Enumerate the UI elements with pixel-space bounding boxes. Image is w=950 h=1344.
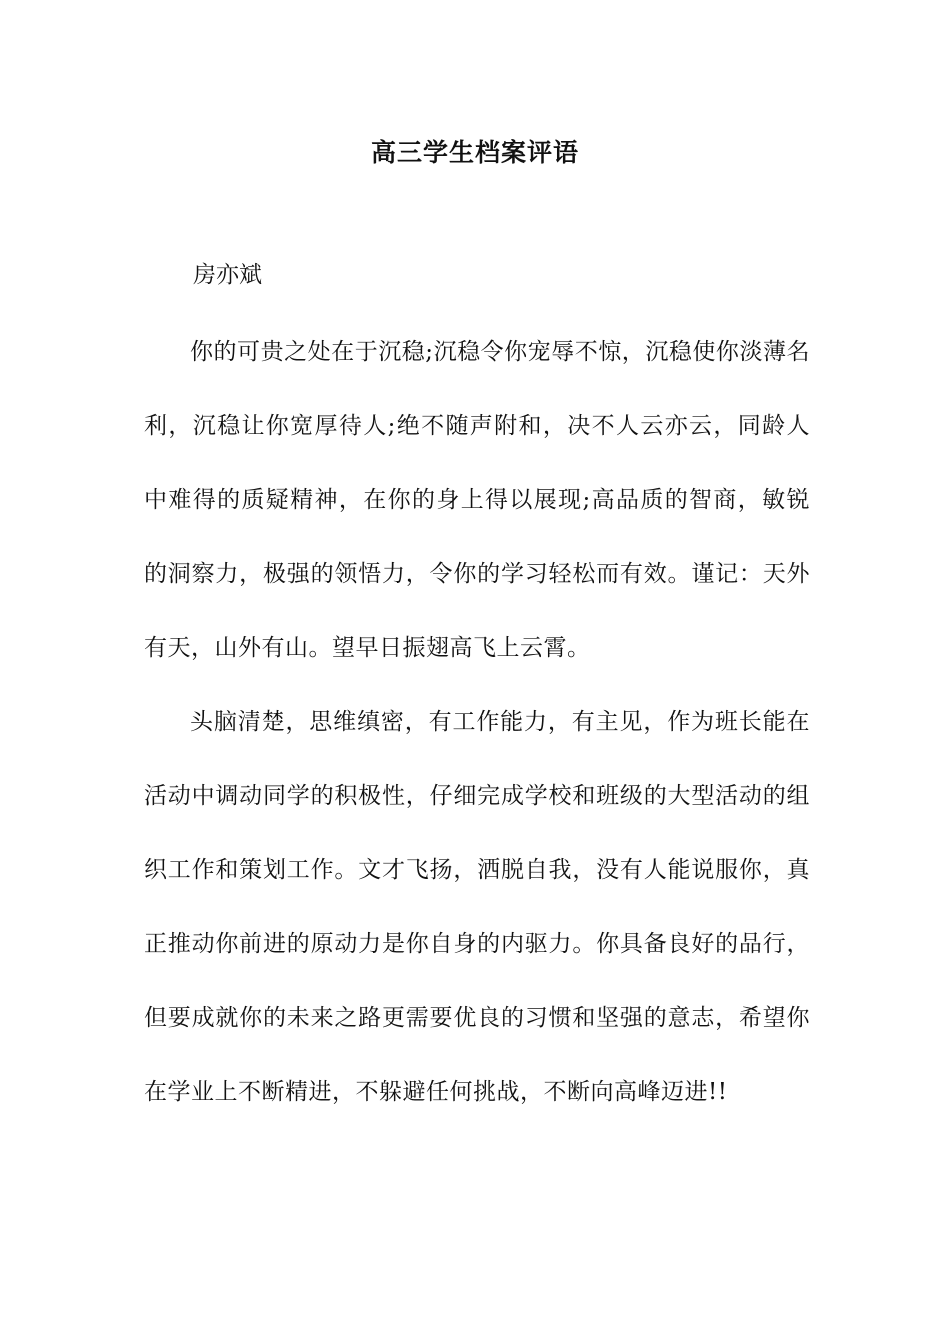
document-title: 高三学生档案评语: [370, 138, 579, 167]
paragraph-1: 你的可贵之处在于沉稳;沉稳令你宠辱不惊，沉稳使你淡薄名利，沉稳让你宽厚待人;绝不随声附和，决不人云亦云，同龄人中难得的质疑精神，在你的身上得以展现;高品质的智商，敏锐的洞察力，极强的领悟力，令你的学习轻松而有效。谨记：天外有天，山外有山。望早日振翅高飞上云霄。: [144, 339, 810, 661]
paragraph-2: 头脑清楚，思维缜密，有工作能力，有主见，作为班长能在活动中调动同学的积极性，仔细完成学校和班级的大型活动的组织工作和策划工作。文才飞扬，洒脱自我，没有人能说服你，真正推动你前进的原动力是你自身的内驱力。你具备良好的品行，但要成就你的未来之路更需要优良的习惯和坚强的意志，希望你在学业上不断精进，不躲避任何挑战，不断向高峰迈进!!: [144, 709, 810, 1105]
author-name: 房亦斌: [193, 262, 262, 288]
